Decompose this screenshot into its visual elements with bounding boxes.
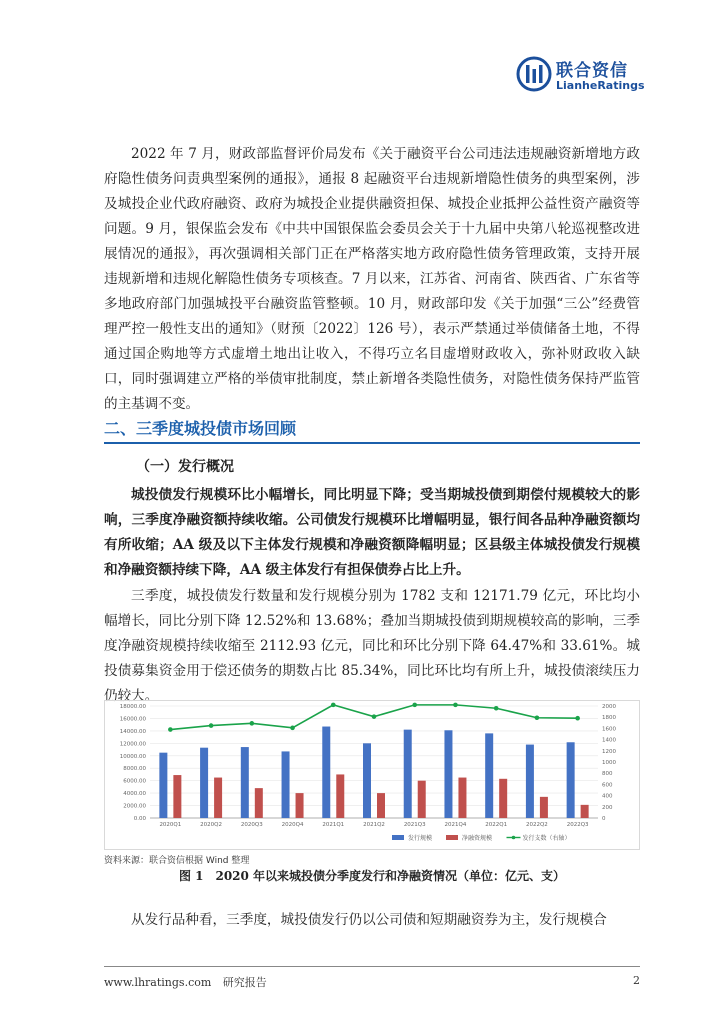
line-point — [575, 716, 580, 721]
y-left-tick-label: 8000.00 — [123, 766, 146, 773]
y-left-tick-label: 16000.00 — [119, 716, 146, 723]
y-right-tick-label: 800 — [602, 771, 613, 778]
bar-net-financing — [540, 797, 548, 818]
y-right-tick-label: 1200 — [602, 748, 616, 755]
bar-issuance — [241, 747, 249, 818]
section-rule — [104, 442, 640, 444]
line-point — [453, 703, 458, 708]
bar-net-financing — [377, 793, 385, 818]
x-tick-label: 2022Q3 — [566, 822, 589, 828]
bar-issuance — [567, 742, 575, 818]
bar-issuance — [485, 733, 493, 818]
y-left-tick-label: 6000.00 — [123, 778, 146, 785]
y-left-tick-label: 18000.00 — [119, 704, 146, 710]
issuance-chart — [104, 700, 640, 850]
logo-en-text: LianheRatings — [556, 79, 645, 92]
bold-summary: 城投债发行规模环比小幅增长，同比明显下降；受当期城投债到期偿付规模较大的影响，三季度净融资额持续收缩。公司债发行规模环比增幅明显，银行间各品种净融资额均有所收缩；AA 级及以下主体发行规模和净融资额降幅明显；区县级主体城投债发行规模和净融资额持续下降，AA 级主体发行有担保债券占比上升。 — [104, 487, 640, 578]
subsection-title: （一）发行概况 — [136, 459, 234, 475]
bar-net-financing — [458, 778, 466, 818]
line-point — [168, 727, 173, 732]
x-tick-label: 2021Q4 — [444, 822, 467, 828]
x-tick-label: 2021Q2 — [363, 822, 385, 828]
bar-net-financing — [173, 775, 181, 818]
bar-net-financing — [336, 774, 344, 818]
x-tick-label: 2022Q2 — [525, 822, 548, 828]
footer-website-link[interactable]: www.lhratings.com — [104, 976, 212, 989]
line-point — [250, 721, 255, 726]
bar-net-financing — [255, 788, 263, 818]
x-tick-label: 2021Q3 — [403, 822, 426, 828]
legend-label: 发行支数（右轴） — [522, 835, 571, 842]
paragraph-issuance: 三季度，城投债发行数量和发行规模分别为 1782 支和 12171.79 亿元，环比均小幅增长，同比分别下降 12.52%和 13.68%；叠加当期城投债到期规模较高的影响，三季度净融资规模持续收缩至 2112.93 亿元，同比和环比分别下降 64.47%和 33.61%。城投债募集资金用于偿还债务的期数占比 85.34%，同比环比均有所上升，城投债滚续压力仍较大。 — [104, 588, 640, 704]
bar-issuance — [444, 730, 452, 818]
paragraph-varieties: 从发行品种看，三季度，城投债发行仍以公司债和短期融资券为主，发行规模合 — [131, 912, 607, 928]
y-right-tick-label: 0 — [602, 816, 606, 822]
bar-issuance — [322, 727, 330, 818]
footer-doc-type: 研究报告 — [222, 976, 267, 989]
bar-net-financing — [418, 781, 426, 818]
footer-info — [104, 974, 267, 990]
figure-source: 资料来源：联合资信根据 Wind 整理 — [104, 856, 250, 866]
line-point — [290, 726, 295, 731]
y-right-tick-label: 1800 — [602, 715, 616, 722]
y-right-tick-label: 1600 — [602, 726, 616, 733]
logo-cn-text: 联合资信 — [556, 61, 628, 81]
legend-label: 发行规模 — [408, 835, 433, 842]
line-point — [331, 703, 336, 708]
footer-rule — [104, 966, 640, 967]
bar-net-financing — [581, 805, 589, 818]
bar-net-financing — [296, 793, 304, 818]
legend-label: 净融资规模 — [462, 835, 493, 842]
legend-swatch — [392, 835, 404, 840]
y-right-tick-label: 2000 — [602, 704, 616, 710]
section-title: 二、三季度城投债市场回顾 — [104, 419, 297, 438]
legend-swatch-dot — [512, 836, 516, 840]
line-point — [494, 706, 499, 711]
y-left-tick-label: 4000.00 — [123, 791, 146, 798]
y-left-tick-label: 12000.00 — [119, 741, 146, 748]
page-number: 2 — [633, 974, 640, 987]
lianhe-logo — [516, 54, 646, 96]
x-tick-label: 2020Q2 — [200, 822, 223, 828]
y-left-tick-label: 10000.00 — [119, 753, 146, 760]
bar-issuance — [404, 730, 412, 818]
x-tick-label: 2020Q4 — [281, 822, 304, 828]
legend-swatch — [446, 835, 458, 840]
bar-issuance — [363, 743, 371, 818]
y-right-tick-label: 1400 — [602, 737, 616, 744]
y-left-tick-label: 14000.00 — [119, 728, 146, 735]
bar-issuance — [200, 748, 208, 818]
x-tick-label: 2021Q1 — [322, 822, 345, 828]
paragraph-policy: 2022 年 7 月，财政部监督评价局发布《关于融资平台公司违法违规融资新增地方政府隐性债务问责典型案例的通报》，通报 8 起融资平台违规新增隐性债务的典型案例，涉及城投企业代政府融资、政府为城投企业提供融资担保、城投企业抵押公益性资产融资等问题。9 月，银保监会发布《中共中国银保监会委员会关于十九届中央第八轮巡视整改进展情况的通报》，再次强调相关部门正在严格落实地方政府隐性债务管理政策，支持开展违规新增和违规化解隐性债务专项核查。7 月以来，江苏省、河南省、陕西省、广东省等多地政府部门加强城投平台融资监管整顿。10 月，财政部印发《关于加强“三公”经费管理严控一般性支出的通知》（财预〔2022〕126 号），表示严禁通过举债储备土地，不得通过国企购地等方式虚增土地出让收入，不得巧立名目虚增财政收入，弥补财政收入缺口，同时强调建立严格的举债审批制度，禁止新增各类隐性债务，对隐性债务保持严监管的主基调不变。 — [104, 146, 640, 412]
x-tick-label: 2022Q1 — [485, 822, 508, 828]
line-point — [372, 714, 377, 719]
bar-net-financing — [499, 779, 507, 818]
bar-issuance — [526, 745, 534, 818]
y-right-tick-label: 400 — [602, 793, 613, 800]
y-left-tick-label: 2000.00 — [123, 803, 146, 810]
x-tick-label: 2020Q1 — [159, 822, 182, 828]
bar-issuance — [282, 751, 290, 818]
x-tick-label: 2020Q3 — [240, 822, 263, 828]
line-point — [209, 723, 214, 728]
y-right-tick-label: 1000 — [602, 760, 616, 766]
figure-caption: 图 1 2020 年以来城投债分季度发行和净融资情况（单位：亿元、支） — [178, 869, 566, 883]
y-right-tick-label: 200 — [602, 804, 613, 811]
y-left-tick-label: 0.00 — [133, 816, 146, 822]
line-point — [412, 703, 417, 708]
bar-net-financing — [214, 778, 222, 818]
y-right-tick-label: 600 — [602, 782, 613, 789]
line-point — [535, 715, 540, 720]
bar-issuance — [159, 753, 167, 818]
lianhe-logo-icon — [516, 56, 552, 92]
